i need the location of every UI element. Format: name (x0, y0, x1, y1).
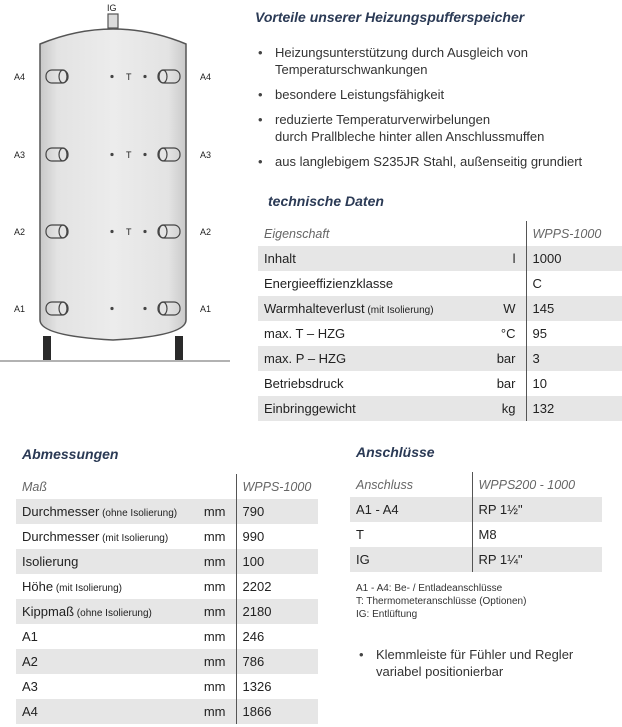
label-thermo-mid: T (126, 150, 132, 160)
label-left-a2: A2 (14, 227, 26, 237)
label-thermo-low: T (126, 227, 132, 237)
table-row: Inhalt l 1000 (258, 246, 622, 271)
advantages-title: Vorteile unserer Heizungspufferspeicher (255, 9, 525, 25)
label-right-a3: A3 (200, 150, 212, 160)
table-row: max. P – HZG bar 3 (258, 346, 622, 371)
thermo-dot-low-right (143, 230, 146, 233)
label-right-a1: A1 (200, 304, 212, 314)
thermo-dot-mid-left (110, 153, 113, 156)
ig-nozzle (108, 14, 118, 28)
tank-foot-left (43, 336, 51, 360)
conn-notes (356, 582, 526, 621)
thermo-dot-mid-right (143, 153, 146, 156)
advantages-list (255, 44, 615, 178)
note-line: IG: Entlüftung (356, 609, 418, 620)
dims-title: Abmessungen (22, 446, 119, 462)
advantage-item: • reduzierte Temperaturverwirbelungen durch Prallbleche hinter allen Anschlussmuffen (255, 111, 615, 145)
label-left-a1: A1 (14, 304, 26, 314)
label-left-a3: A3 (14, 150, 26, 160)
table-row: A1 - A4 RP 1½" (350, 497, 602, 522)
table-row: Durchmesser (ohne Isolierung) mm 790 (16, 499, 318, 524)
tank-diagram (0, 0, 230, 372)
conn-title: Anschlüsse (356, 444, 435, 460)
table-row: Warmhalteverlust (mit Isolierung) W 145 (258, 296, 622, 321)
table-row: A3 mm 1326 (16, 674, 318, 699)
advantage-item: • besondere Leistungsfähigkeit (255, 86, 615, 103)
dims-table (16, 474, 318, 724)
advantage-item: • aus langlebigem S235JR Stahl, außenseitig grundiert (255, 153, 615, 170)
tech-header-row: Eigenschaft WPPS-1000 (258, 221, 622, 246)
extra-list (356, 646, 616, 688)
note-line: A1 - A4: Be- / Entladeanschlüsse (356, 583, 503, 594)
tech-table (258, 221, 622, 421)
label-right-a2: A2 (200, 227, 212, 237)
sensor-dot-a1-right (143, 307, 146, 310)
label-ig: IG (107, 3, 117, 13)
table-row: Isolierung mm 100 (16, 549, 318, 574)
sensor-dot-a1-left (110, 307, 113, 310)
label-left-a4: A4 (14, 72, 26, 82)
advantage-item: • Heizungsunterstützung durch Ausgleich von Temperaturschwankungen (255, 44, 615, 78)
table-row: Energieeffizienzklasse C (258, 271, 622, 296)
table-row: Einbringgewicht kg 132 (258, 396, 622, 421)
tech-title: technische Daten (268, 193, 384, 209)
table-row: IG RP 1¼" (350, 547, 602, 572)
table-row: Kippmaß (ohne Isolierung) mm 2180 (16, 599, 318, 624)
conn-header-row: Anschluss WPPS200 - 1000 (350, 472, 602, 497)
label-right-a4: A4 (200, 72, 212, 82)
table-row: T M8 (350, 522, 602, 547)
table-row: Durchmesser (mit Isolierung) mm 990 (16, 524, 318, 549)
thermo-dot-top-left (110, 75, 113, 78)
tank-foot-right (175, 336, 183, 360)
table-row: max. T – HZG °C 95 (258, 321, 622, 346)
table-row: Betriebsdruck bar 10 (258, 371, 622, 396)
dims-header-row: Maß WPPS-1000 (16, 474, 318, 499)
label-thermo-top: T (126, 72, 132, 82)
table-row: A1 mm 246 (16, 624, 318, 649)
note-line: T: Thermometeranschlüsse (Optionen) (356, 596, 527, 607)
table-row: Höhe (mit Isolierung) mm 2202 (16, 574, 318, 599)
extra-item: • Klemmleiste für Fühler und Regler variabel positionierbar (356, 646, 616, 680)
table-row: A2 mm 786 (16, 649, 318, 674)
thermo-dot-low-left (110, 230, 113, 233)
conn-table (350, 472, 602, 572)
table-row: A4 mm 1866 (16, 699, 318, 724)
thermo-dot-top-right (143, 75, 146, 78)
